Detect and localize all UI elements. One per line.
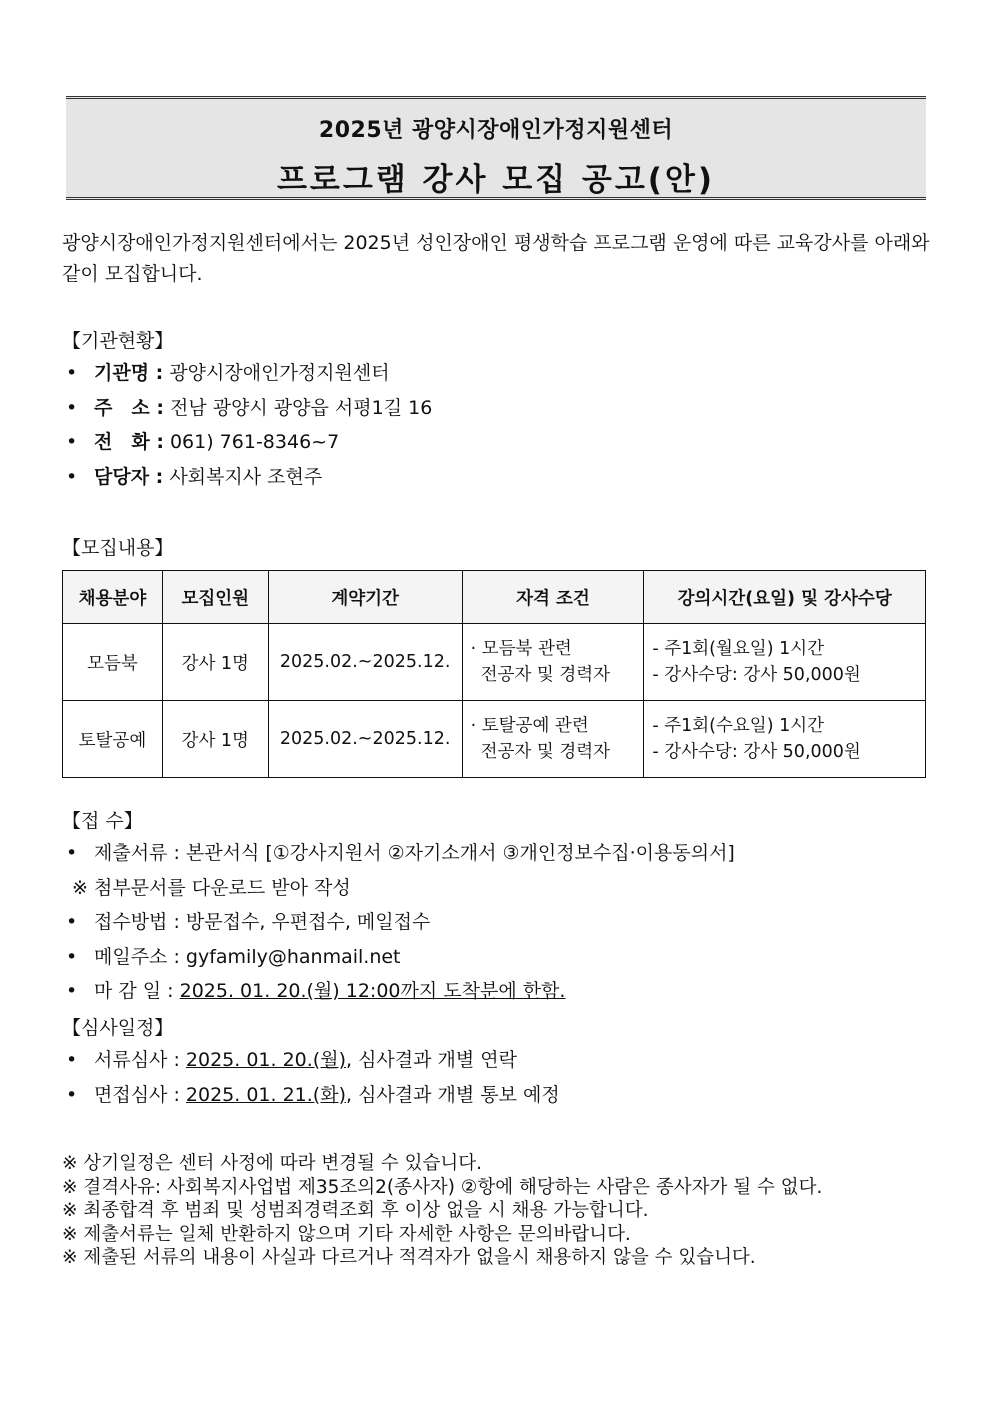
column-header: 채용분야 bbox=[63, 571, 163, 624]
schedule-heading: 【심사일정】 bbox=[62, 1017, 174, 1039]
qualification-line: · 토탈공예 관련 bbox=[470, 716, 589, 736]
note-line: ※ 최종합격 후 범죄 및 성범죄경력조회 후 이상 없을 시 채용 가능합니다. bbox=[62, 1200, 649, 1221]
column-header: 모집인원 bbox=[162, 571, 268, 624]
item-label: 주 소 : bbox=[94, 396, 164, 419]
cell-count: 강사 1명 bbox=[162, 701, 268, 778]
recruitment-table bbox=[62, 570, 926, 778]
note-line: ※ 제출된 서류의 내용이 사실과 다르거나 적격자가 없을시 채용하지 않을 수 있습니다. bbox=[62, 1247, 756, 1268]
column-header: 자격 조건 bbox=[462, 571, 644, 624]
item-label: 기관명 : bbox=[94, 362, 164, 384]
cell-qualification bbox=[462, 624, 644, 701]
qualification-line: 전공자 및 경력자 bbox=[480, 665, 611, 685]
schedule-list bbox=[62, 1043, 560, 1112]
bullet-icon: • bbox=[66, 396, 78, 419]
intro-paragraph: 광양시장애인가정지원센터에서는 2025년 성인장애인 평생학습 프로그램 운영에 따른 교육강사를 아래와 같이 모집합니다. bbox=[62, 232, 930, 285]
bullet-icon: • bbox=[66, 945, 78, 968]
list-item bbox=[62, 974, 735, 1009]
item-label: 메일주소 : bbox=[94, 945, 186, 968]
application-list bbox=[62, 836, 735, 1009]
table-header-row bbox=[63, 571, 926, 624]
page-title: 프로그램 강사 모집 공고(안) bbox=[276, 162, 716, 198]
table-row bbox=[63, 701, 926, 778]
interview-date: 2025. 01. 21.(화) bbox=[185, 1083, 346, 1106]
cell-qualification bbox=[462, 701, 644, 778]
cell-period: 2025.02.~2025.12. bbox=[268, 624, 462, 701]
note-line: ※ 상기일정은 센터 사정에 따라 변경될 수 있습니다. bbox=[62, 1153, 482, 1174]
list-item bbox=[62, 391, 432, 426]
email-address: gyfamily@hanmail.net bbox=[185, 945, 401, 968]
schedule-line: - 주1회(수요일) 1시간 bbox=[652, 716, 825, 736]
list-note: ※ 첨부문서를 다운로드 받아 작성 bbox=[72, 876, 351, 899]
item-value: 사회복지사 조현주 bbox=[163, 465, 323, 488]
recruitment-heading: 【모집내용】 bbox=[62, 537, 174, 559]
list-item bbox=[62, 356, 432, 391]
notes-block bbox=[62, 1152, 822, 1270]
title-organization: 2025년 광양시장애인가정지원센터 bbox=[318, 118, 674, 143]
bullet-icon: • bbox=[66, 431, 78, 453]
item-label: 면접심사 : bbox=[94, 1083, 186, 1106]
schedule-line: - 주1회(월요일) 1시간 bbox=[652, 639, 825, 659]
item-value: 061) 761-8346~7 bbox=[163, 431, 340, 453]
list-item bbox=[62, 905, 735, 940]
cell-count: 강사 1명 bbox=[162, 624, 268, 701]
bullet-icon: • bbox=[66, 911, 78, 933]
table-row bbox=[63, 624, 926, 701]
note-line: ※ 제출서류는 일체 반환하지 않으며 기타 자세한 사항은 문의바랍니다. bbox=[62, 1223, 631, 1245]
pay-line: - 강사수당: 강사 50,000원 bbox=[652, 742, 861, 762]
bullet-icon: • bbox=[66, 980, 78, 1002]
item-value: 광양시장애인가정지원센터 bbox=[163, 362, 390, 384]
list-item bbox=[62, 460, 432, 495]
column-header: 강의시간(요일) 및 강사수당 bbox=[644, 571, 926, 624]
review-date: 2025. 01. 20.(월) bbox=[185, 1049, 346, 1071]
item-value: , 심사결과 개별 통보 예정 bbox=[346, 1083, 560, 1106]
item-label: 접수방법 : bbox=[94, 911, 186, 933]
column-header: 계약기간 bbox=[268, 571, 462, 624]
cell-schedule-pay bbox=[644, 624, 926, 701]
institution-heading: 【기관현황】 bbox=[62, 330, 174, 352]
title-box bbox=[66, 96, 926, 200]
bullet-icon: • bbox=[66, 1083, 78, 1106]
bullet-icon: • bbox=[66, 465, 78, 488]
qualification-line: 전공자 및 경력자 bbox=[480, 742, 611, 762]
item-label: 제출서류 : bbox=[94, 842, 186, 864]
bullet-icon: • bbox=[66, 362, 78, 384]
cell-field: 토탈공예 bbox=[63, 701, 163, 778]
qualification-line: · 모듬북 관련 bbox=[470, 639, 572, 659]
item-value: 본관서식 [①강사지원서 ②자기소개서 ③개인정보수집·이용동의서] bbox=[185, 842, 735, 864]
item-label: 전 화 : bbox=[94, 431, 164, 453]
list-item bbox=[62, 1078, 560, 1113]
cell-field: 모듬북 bbox=[63, 624, 163, 701]
item-value: 방문접수, 우편접수, 메일접수 bbox=[185, 911, 431, 933]
item-label: 마 감 일 : bbox=[94, 980, 180, 1002]
item-label: 담당자 : bbox=[94, 465, 164, 488]
list-item bbox=[62, 940, 735, 975]
list-item bbox=[62, 836, 735, 871]
item-value: , 심사결과 개별 연락 bbox=[346, 1049, 517, 1071]
note-line: ※ 결격사유: 사회복지사업법 제35조의2(종사자) ②항에 해당하는 사람은 종사자가 될 수 없다. bbox=[62, 1176, 823, 1198]
cell-schedule-pay bbox=[644, 701, 926, 778]
institution-list bbox=[62, 356, 432, 494]
list-item bbox=[62, 1043, 560, 1078]
list-item bbox=[62, 425, 432, 460]
cell-period: 2025.02.~2025.12. bbox=[268, 701, 462, 778]
application-heading: 【접 수】 bbox=[62, 810, 143, 832]
item-value: 전남 광양시 광양읍 서평1길 16 bbox=[163, 396, 433, 419]
bullet-icon: • bbox=[66, 842, 78, 864]
item-label: 서류심사 : bbox=[94, 1049, 186, 1071]
deadline-value: 2025. 01. 20.(월) 12:00까지 도착분에 한함. bbox=[179, 980, 566, 1002]
bullet-icon: • bbox=[66, 1049, 78, 1071]
pay-line: - 강사수당: 강사 50,000원 bbox=[652, 665, 861, 685]
